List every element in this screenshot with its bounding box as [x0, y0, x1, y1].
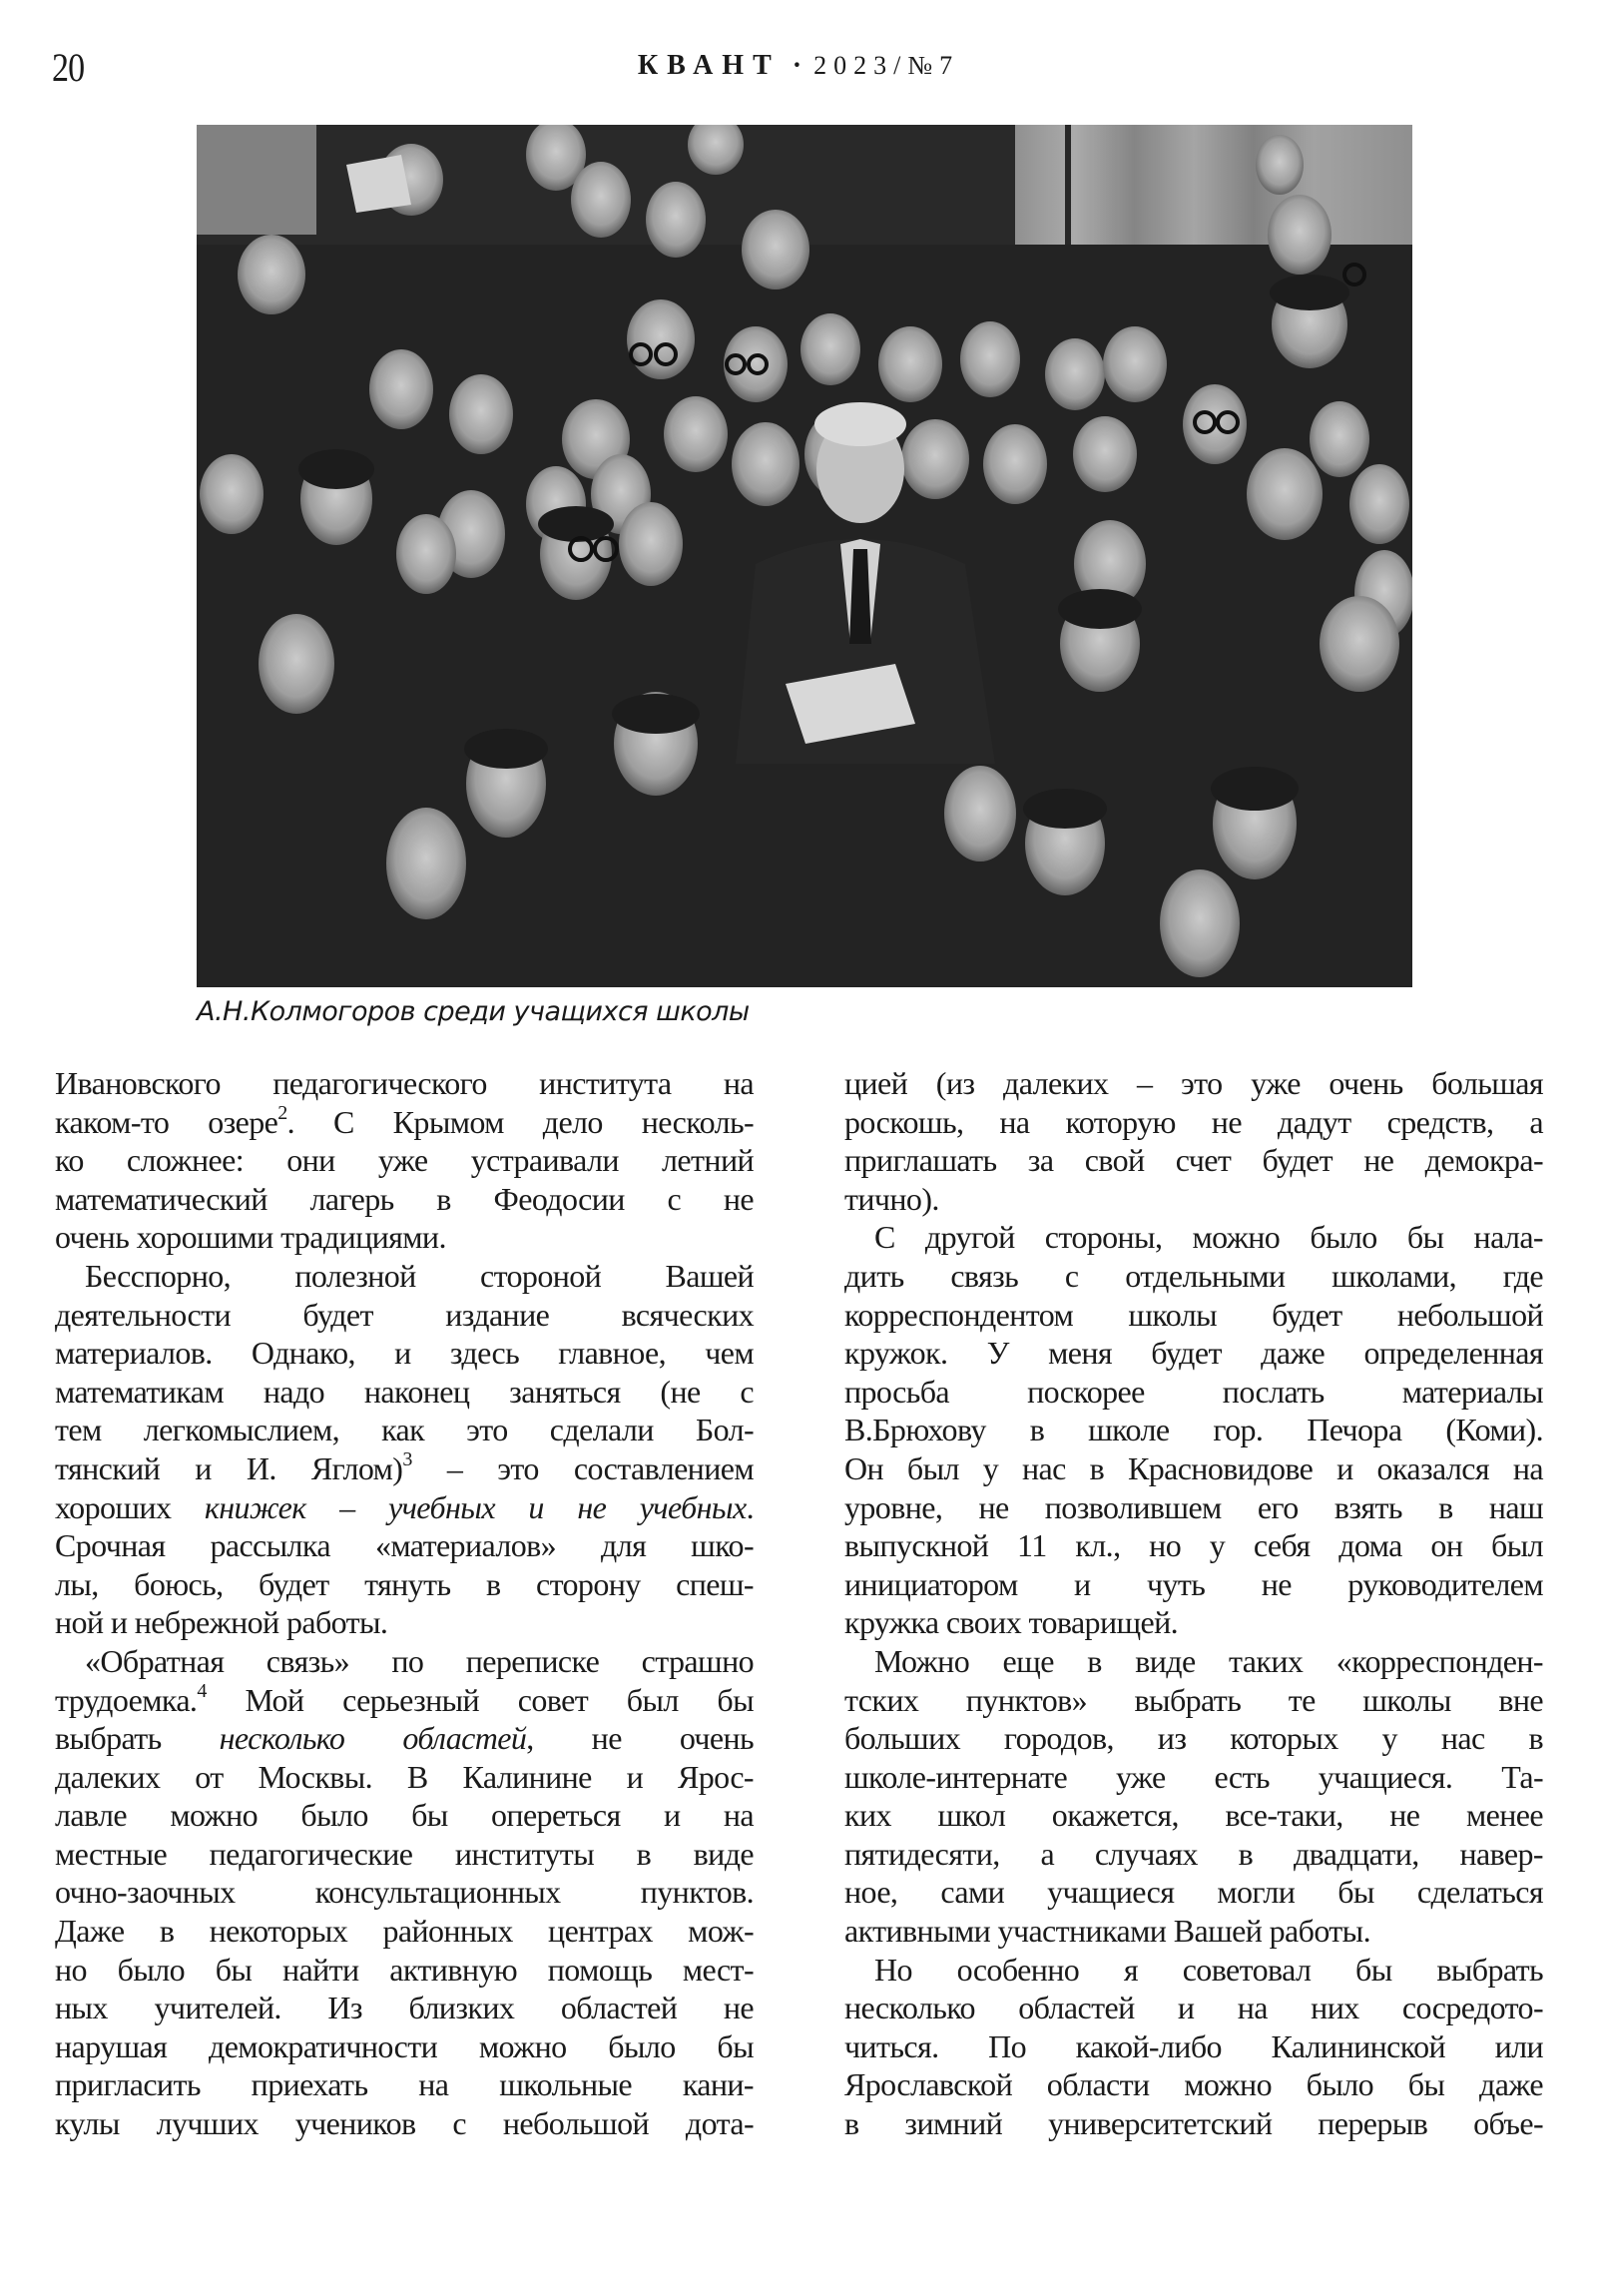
line-text: Даже в некоторых районных центрах мож-: [55, 1913, 754, 1950]
line-text: кружок. У меня будет даже определенная: [844, 1335, 1543, 1372]
line-text: активными участниками Вашей работы.: [844, 1913, 1370, 1950]
line-text: инициатором и чуть не руководителем: [844, 1565, 1543, 1602]
text-line: [55, 1526, 754, 1565]
line-text: приглашать за свой счет будет не демокра-: [844, 1142, 1543, 1179]
line-text: очень хорошими традициями.: [55, 1219, 446, 1256]
line-text: тем легкомыслием, как это сделали Бол-: [55, 1412, 754, 1448]
line-text: Он был у нас в Красновидове и оказался на: [844, 1449, 1543, 1486]
line-text: выпускной 11 кл., но у себя дома он был: [844, 1527, 1543, 1564]
line-text: математический лагерь в Феодосии с не: [55, 1180, 754, 1217]
line-text: – это составлением: [411, 1449, 754, 1486]
text-line: [844, 1257, 1543, 1296]
text-line: [844, 1951, 1543, 1990]
line-text: школе-интернате уже есть учащиеся. Та-: [844, 1758, 1543, 1795]
line-text: уровне, не позволившем его взять в наш: [844, 1488, 1543, 1525]
running-head-separator: ·: [792, 50, 802, 81]
line-text: ко сложнее: они уже устраивали летний: [55, 1142, 754, 1179]
running-head: [0, 48, 1597, 84]
text-line: [844, 1141, 1543, 1180]
text-line: [55, 1296, 754, 1335]
text-line: [844, 1603, 1543, 1642]
issue-number: 2023/№7: [813, 51, 960, 80]
line-text: кулы лучших учеников с небольшой дота-: [55, 2105, 754, 2142]
line-text: дить связь с отдельными школами, где: [844, 1257, 1543, 1294]
line-text: Бесспорно, полезной стороной Вашей: [85, 1257, 754, 1294]
text-line: [844, 1719, 1543, 1758]
text-line: [55, 1951, 754, 1990]
text-line: [844, 2027, 1543, 2066]
text-line: [55, 1989, 754, 2027]
line-text: кружка своих товарищей.: [844, 1604, 1179, 1641]
line-text: Мой серьезный совет был бы: [206, 1681, 754, 1718]
line-text: несколько областей и на них сосредото-: [844, 1990, 1543, 2026]
line-text: в зимний университетский перерыв объе-: [844, 2105, 1543, 2142]
line-text: Срочная рассылка «материалов» для шко-: [55, 1527, 754, 1564]
text-line: [844, 1835, 1543, 1874]
line-text: Можно еще в виде таких «корреспонден-: [874, 1642, 1543, 1679]
text-line: [844, 1989, 1543, 2027]
line-text: .: [746, 1488, 754, 1525]
text-line: [844, 1218, 1543, 1257]
text-line: [844, 1796, 1543, 1835]
line-text: цией (из далеких – это уже очень большая: [844, 1065, 1543, 1101]
line-text: Ярославской области можно было бы даже: [844, 2066, 1543, 2103]
line-text: тично).: [844, 1180, 939, 1217]
text-line: [55, 1334, 754, 1373]
photo-kolmogorov-with-students: [197, 125, 1412, 987]
text-line: [844, 1411, 1543, 1449]
line-text: нарушая демократичности можно было бы: [55, 2027, 754, 2064]
text-line: [55, 1681, 754, 1720]
text-line: [55, 1835, 754, 1874]
page-number: 20: [52, 45, 85, 90]
text-line: [844, 1064, 1543, 1103]
text-line: [55, 1218, 754, 1257]
text-line: [844, 1103, 1543, 1142]
text-line: [844, 2104, 1543, 2143]
text-line: [844, 1296, 1543, 1335]
line-text: но было бы найти активную помощь мест-: [55, 1951, 754, 1988]
line-text: трудоемка.: [55, 1681, 198, 1718]
footnote-marker: 2: [277, 1101, 287, 1124]
line-text: хороших: [55, 1488, 205, 1525]
line-text: , не очень: [526, 1720, 755, 1757]
text-line: [55, 1257, 754, 1296]
text-line: [55, 1912, 754, 1951]
right-text-column: [844, 1064, 1543, 2143]
text-line: [844, 1758, 1543, 1797]
text-line: [844, 1373, 1543, 1412]
photo-caption: А.Н.Колмогоров среди учащихся школы: [197, 996, 750, 1027]
text-line: [55, 1180, 754, 1219]
line-text: пятидесяти, а случаях в двадцати, навер-: [844, 1835, 1543, 1872]
text-line: [55, 1758, 754, 1797]
text-line: [55, 1796, 754, 1835]
line-text: просьба поскорее послать материалы: [844, 1373, 1543, 1410]
line-text: читься. По какой-либо Калининской или: [844, 2027, 1543, 2064]
line-text: С другой стороны, можно было бы нала-: [874, 1219, 1543, 1256]
text-line: [55, 1873, 754, 1912]
text-line: [55, 2065, 754, 2104]
text-line: [55, 2104, 754, 2143]
text-line: [844, 2065, 1543, 2104]
text-line: [844, 1873, 1543, 1912]
text-line: [55, 1064, 754, 1103]
line-text: лавле можно было бы опереться и на: [55, 1797, 754, 1834]
text-line: [55, 1411, 754, 1449]
line-text: ное, сами учащиеся могли бы сделаться: [844, 1874, 1543, 1911]
text-line: [55, 1373, 754, 1412]
line-text: материалов. Однако, и здесь главное, чем: [55, 1335, 754, 1372]
line-text: пригласить приехать на школьные кани-: [55, 2066, 754, 2103]
text-line: [55, 1103, 754, 1142]
text-line: [55, 1565, 754, 1604]
line-text: местные педагогические институты в виде: [55, 1835, 754, 1872]
line-text: роскошь, на которую не дадут средств, а: [844, 1103, 1543, 1140]
line-text: деятельности будет издание всяческих: [55, 1296, 754, 1333]
line-text: тянский и И. Яглом): [55, 1449, 403, 1486]
footnote-marker: 3: [402, 1447, 412, 1470]
line-text: ной и небрежной работы.: [55, 1604, 388, 1641]
line-text: . С Крымом дело несколь-: [286, 1103, 754, 1140]
text-line: [844, 1526, 1543, 1565]
line-text: выбрать: [55, 1720, 220, 1757]
footnote-marker: 4: [197, 1679, 207, 1702]
line-text: ных учителей. Из близких областей не: [55, 1990, 754, 2026]
emphasized-text: несколько областей: [219, 1720, 527, 1757]
line-text: лы, боюсь, будет тянуть в сторону спеш-: [55, 1565, 754, 1602]
text-line: [55, 1719, 754, 1758]
line-text: далеких от Москвы. В Калинине и Ярос-: [55, 1758, 754, 1795]
text-line: [844, 1642, 1543, 1681]
text-line: [55, 1449, 754, 1488]
text-line: [55, 1642, 754, 1681]
line-text: каком-то озере: [55, 1103, 278, 1140]
emphasized-text: книжек – учебных и не учебных: [204, 1488, 747, 1525]
line-text: Ивановского педагогического института на: [55, 1065, 754, 1101]
text-line: [844, 1180, 1543, 1219]
text-line: [55, 1488, 754, 1527]
line-text: В.Брюхову в школе гор. Печора (Коми).: [844, 1412, 1543, 1448]
line-text: тских пунктов» выбрать те школы вне: [844, 1681, 1543, 1718]
line-text: «Обратная связь» по переписке страшно: [85, 1642, 754, 1679]
photo: [197, 125, 1412, 987]
text-line: [844, 1912, 1543, 1951]
line-text: Но особенно я советовал бы выбрать: [874, 1951, 1543, 1988]
magazine-title: КВАНТ: [637, 50, 781, 81]
text-line: [55, 1141, 754, 1180]
left-text-column: [55, 1064, 754, 2143]
line-text: больших городов, из которых у нас в: [844, 1720, 1543, 1757]
text-line: [844, 1565, 1543, 1604]
text-line: [55, 1603, 754, 1642]
text-line: [844, 1449, 1543, 1488]
line-text: ких школ окажется, все-таки, не менее: [844, 1797, 1543, 1834]
line-text: очно-заочных консультационных пунктов.: [55, 1874, 754, 1911]
text-line: [844, 1681, 1543, 1720]
text-line: [55, 2027, 754, 2066]
line-text: математикам надо наконец заняться (не с: [55, 1373, 754, 1410]
line-text: корреспондентом школы будет небольшой: [844, 1296, 1543, 1333]
text-line: [844, 1488, 1543, 1527]
text-line: [844, 1334, 1543, 1373]
